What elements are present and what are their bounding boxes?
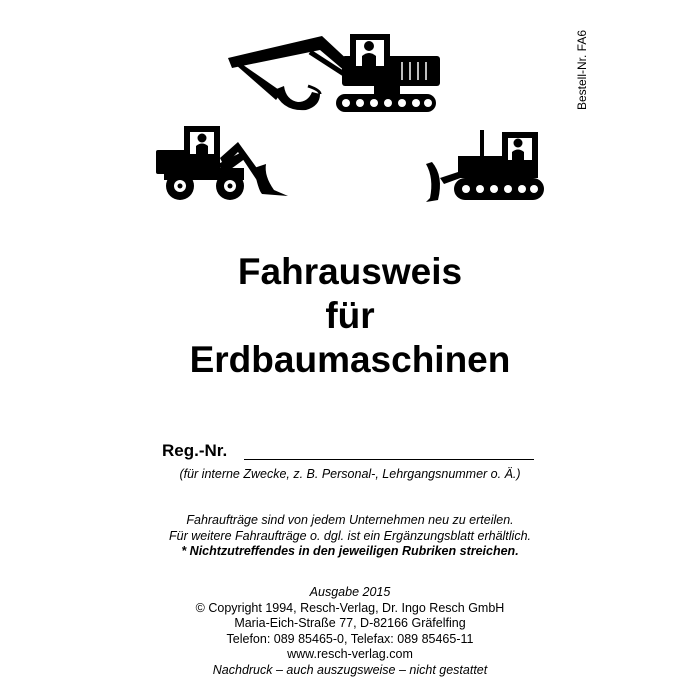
order-number: Bestell-Nr. FA6 [575,29,589,110]
address: Maria-Eich-Straße 77, D-82166 Gräfelfing [234,616,466,631]
copyright: © Copyright 1994, Resch-Verlag, Dr. Ingo Resch GmbH [195,600,505,615]
imprint [0,585,700,679]
note-line-1: Fahraufträge sind von jedem Unternehmen neu zu erteilen. [186,513,514,527]
wheel-loader-icon [154,124,290,202]
registration-number-field[interactable] [244,459,534,460]
website: www.resch-verlag.com [287,647,413,662]
title-line-3: Erdbaumaschinen [189,339,511,380]
reprint-notice: Nachdruck – auch auszugsweise – nicht gestattet [212,662,488,677]
title-line-2: für [325,295,375,336]
title-line-1: Fahrausweis [237,251,463,292]
notes [0,513,700,560]
phone: Telefon: 089 85465-0, Telefax: 089 85465-11 [226,631,474,646]
excavator-icon [224,30,446,116]
document-title [0,250,700,382]
note-line-2: Für weitere Fahraufträge o. dgl. ist ein Ergänzungsblatt erhältlich. [169,528,531,543]
note-line-3: * Nichtzutreffendes in den jeweiligen Rubriken streichen. [181,544,519,558]
edition: Ausgabe 2015 [309,585,391,599]
bulldozer-icon [424,128,546,204]
registration-hint: (für interne Zwecke, z. B. Personal-, Lehrgangsnummer o. Ä.) [179,467,521,481]
registration-label: Reg.-Nr. [162,441,228,460]
